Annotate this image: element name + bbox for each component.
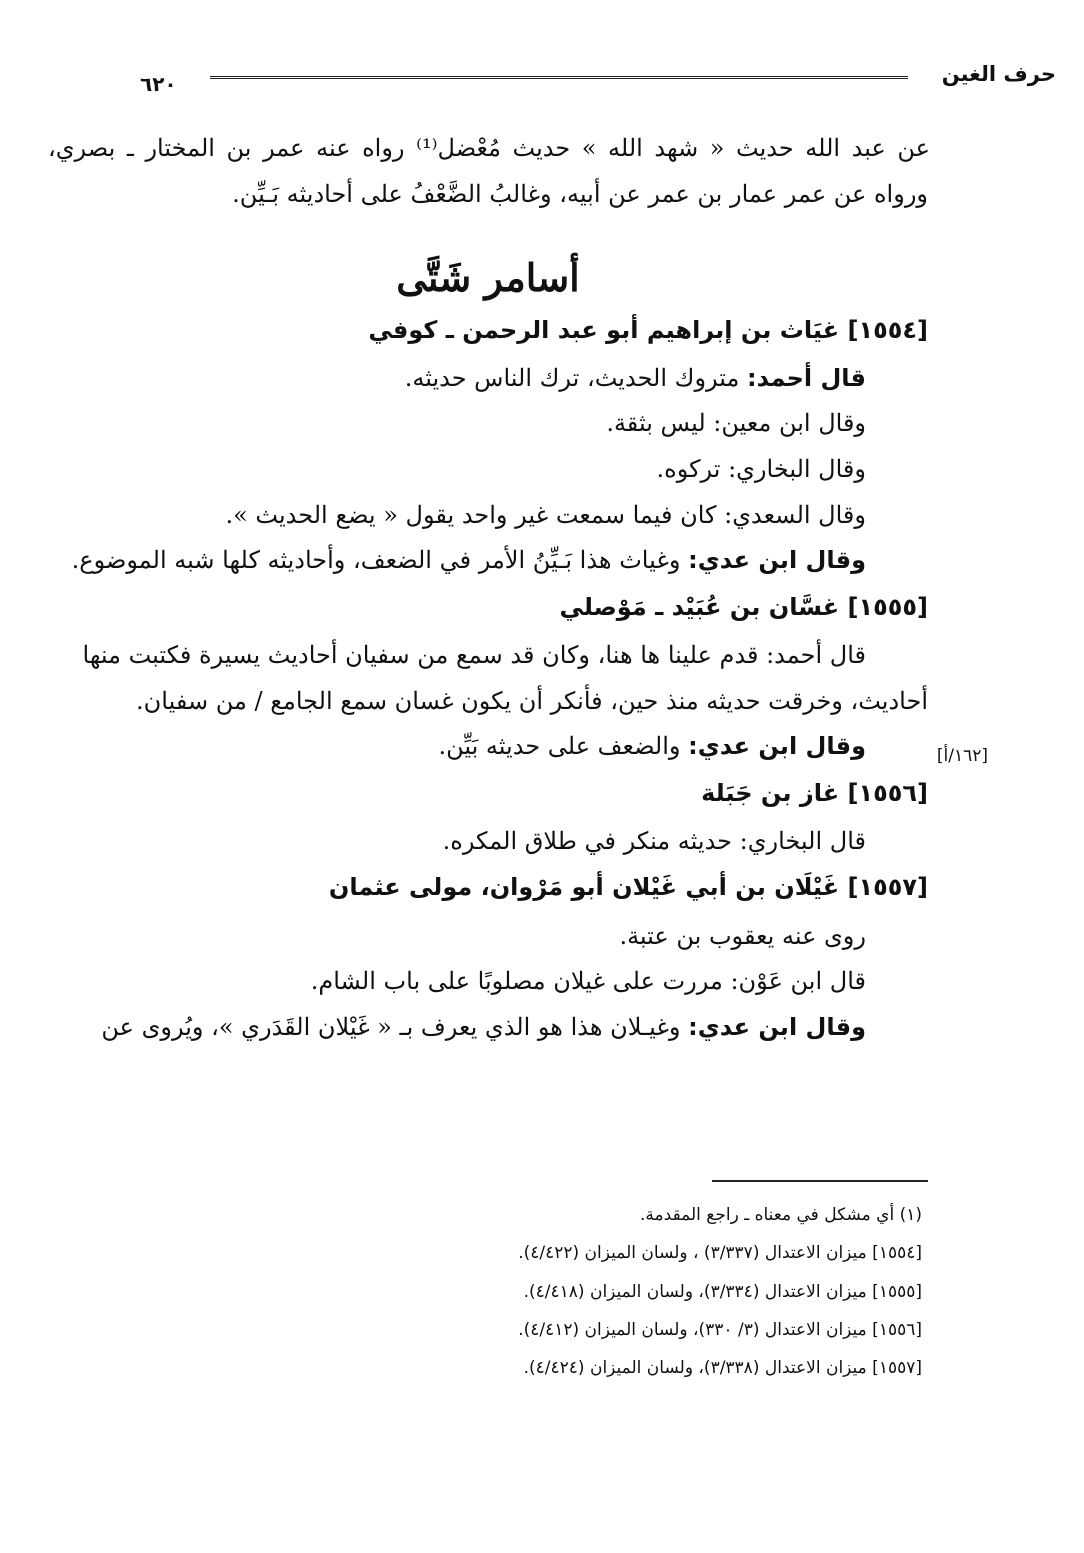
- footnotes: [60, 1196, 922, 1387]
- entry-line: [48, 1005, 928, 1051]
- quote-text: حديثه منكر في طلاق المكره.: [442, 826, 740, 855]
- intro-line-1: عن عبد الله حديث « شهد الله » حديث مُعْضل⁽¹⁾ رواه عنه عمر بن المختار ـ بصري،: [48, 134, 931, 162]
- entry-heading-1555: [١٥٥٥] غسَّان بن عُبَيْد ـ مَوْصلي: [559, 592, 928, 621]
- chapter-title: حرف الغين: [941, 62, 1056, 86]
- intro-line-2: ورواه عن عمر عمار بن عمر عن أبيه، وغالبُ الضَّعْفُ على أحاديثه بَـيِّن.: [232, 179, 928, 208]
- speaker: قال ابن عَوْن:: [730, 967, 866, 996]
- entry-line: [48, 679, 928, 725]
- entry-line: [48, 819, 928, 865]
- entry-heading-1557: [١٥٥٧] غَيْلَان بن أبي غَيْلان أبو مَرْوان، مولى عثمان: [328, 873, 928, 902]
- entry-line: [48, 959, 928, 1005]
- running-header: [140, 62, 1056, 96]
- footnote: [١٥٥٦] ميزان الاعتدال (٣/ ٣٣٠)، ولسان الميزان (٤/٤١٢).: [518, 1319, 922, 1340]
- quote-text: وغيـلان هذا هو الذي يعرف بـ « غَيْلان القَدَري »، ويُروى عن: [101, 1012, 689, 1041]
- quote-text: والضعف على حديثه بَيِّن.: [438, 732, 689, 761]
- quote-text: وغياث هذا بَـيِّنُ الأمر في الضعف، وأحاديثه كلها شبه الموضوع.: [71, 546, 689, 575]
- manuscript-folio-ref: [١٦٢/أ]: [936, 746, 988, 766]
- page-number: ٦٢٠: [140, 72, 177, 96]
- speaker: وقال ابن عدي:: [688, 1012, 866, 1041]
- entry-line: [48, 538, 928, 584]
- footnote: [١٥٥٥] ميزان الاعتدال (٣/٣٣٤)، ولسان الميزان (٤/٤١٨).: [523, 1281, 922, 1302]
- header-rule: [210, 76, 908, 79]
- quote-text: تركوه.: [656, 454, 729, 483]
- entry-heading-1556: [١٥٥٦] غاز بن جَبَلة: [701, 778, 928, 807]
- quote-text: ليس بثقة.: [606, 409, 714, 438]
- speaker: وقال السعدي:: [724, 500, 866, 529]
- section-title: أسامر شَتَّى: [396, 255, 580, 301]
- speaker: وقال البخاري:: [728, 454, 866, 483]
- quote-text: أحاديث، وخرقت حديثه منذ حين، فأنكر أن يكون غسان سمع الجامع / من سفيان.: [136, 686, 928, 715]
- speaker: وقال ابن معين:: [713, 409, 866, 438]
- speaker: وقال ابن عدي:: [688, 546, 866, 575]
- footnote: [١٥٥٧] ميزان الاعتدال (٣/٣٣٨)، ولسان الميزان (٤/٤٢٤).: [523, 1358, 922, 1378]
- entry-line: [48, 356, 928, 402]
- footnote: [١٥٥٤] ميزان الاعتدال (٣/٣٣٧) ، ولسان الميزان (٤/٤٢٢).: [518, 1243, 922, 1264]
- speaker: وقال ابن عدي:: [688, 732, 866, 761]
- speaker: قال أحمد:: [747, 363, 866, 392]
- entry-line: [48, 401, 928, 447]
- entry-line: [48, 493, 928, 539]
- main-text: [48, 126, 931, 1050]
- entry-heading-1554: [١٥٥٤] غيَاث بن إبراهيم أبو عبد الرحمن ـ كوفي: [368, 315, 928, 344]
- quote-text: كان فيما سمعت غير واحد يقول « يضع الحديث ».: [225, 500, 725, 529]
- speaker: روى عنه يعقوب بن عتبة.: [619, 921, 866, 950]
- footnote-rule: [712, 1180, 928, 1182]
- speaker: قال أحمد:: [766, 640, 866, 669]
- footnote: (١) أي مشكل في معناه ـ راجع المقدمة.: [640, 1205, 922, 1225]
- quote-text: متروك الحديث، ترك الناس حديثه.: [404, 363, 748, 392]
- entry-line: [48, 633, 928, 679]
- entry-line: [48, 914, 928, 960]
- entry-line: [48, 447, 928, 493]
- speaker: قال البخاري:: [739, 826, 866, 855]
- quote-text: مررت على غيلان مصلوبًا على باب الشام.: [310, 967, 731, 996]
- quote-text: قدم علينا ها هنا، وكان قد سمع من سفيان أحاديث يسيرة فكتبت منها: [82, 640, 767, 669]
- entry-line: [48, 724, 928, 770]
